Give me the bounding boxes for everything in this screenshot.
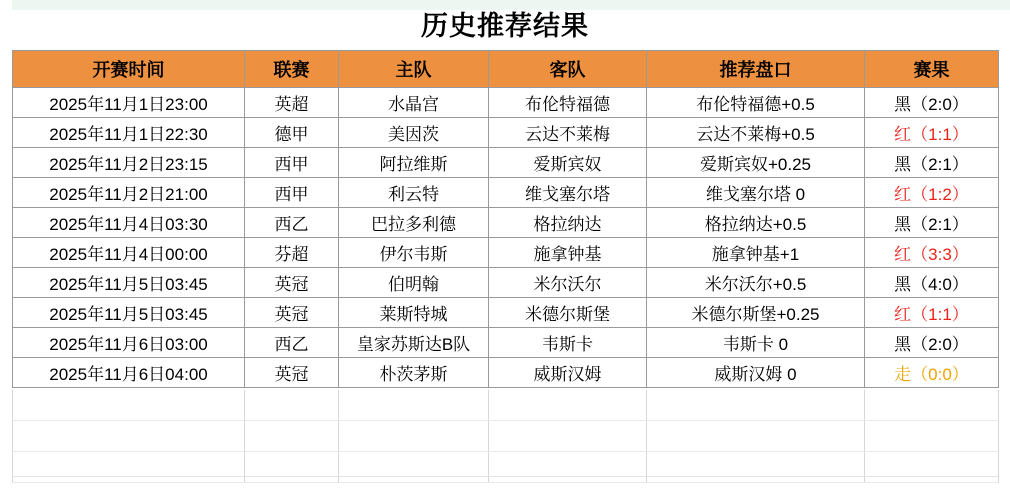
table-header-row (13, 51, 999, 88)
results-table-container (12, 50, 998, 388)
result-score: （2:0） (911, 335, 969, 354)
cell-league: 德甲 (245, 118, 339, 148)
empty-cell[interactable] (245, 390, 339, 421)
cell-kickoff-time: 2025年11月6日03:00 (13, 328, 245, 358)
cell-result (865, 208, 999, 238)
result-label: 黑 (894, 155, 912, 174)
empty-cell[interactable] (245, 452, 339, 483)
cell-away-team: 云达不莱梅 (489, 118, 647, 148)
empty-cell[interactable] (865, 390, 999, 421)
cell-league: 西甲 (245, 178, 339, 208)
cell-league: 西甲 (245, 148, 339, 178)
cell-result (865, 118, 999, 148)
table-row (13, 118, 999, 148)
empty-cell[interactable] (339, 452, 489, 483)
empty-rows-area (12, 390, 998, 476)
cell-home-team: 伯明翰 (339, 268, 489, 298)
result-label: 走 (894, 365, 912, 384)
status-badge (894, 210, 969, 235)
table-row (13, 238, 999, 268)
column-header-away-team: 客队 (489, 51, 647, 88)
empty-cell[interactable] (489, 421, 647, 452)
cell-kickoff-time: 2025年11月2日21:00 (13, 178, 245, 208)
cell-home-team: 皇家苏斯达B队 (339, 328, 489, 358)
empty-cell[interactable] (13, 421, 245, 452)
cell-kickoff-time: 2025年11月5日03:45 (13, 268, 245, 298)
column-header-home-team: 主队 (339, 51, 489, 88)
cell-away-team: 维戈塞尔塔 (489, 178, 647, 208)
cell-home-team: 水晶宫 (339, 88, 489, 118)
status-badge (894, 240, 969, 265)
cell-away-team: 韦斯卡 (489, 328, 647, 358)
empty-cell[interactable] (13, 390, 245, 421)
result-label: 黑 (894, 275, 912, 294)
empty-row (13, 390, 999, 421)
cell-recommended-handicap: 韦斯卡 0 (647, 328, 865, 358)
status-badge (894, 120, 969, 145)
cell-result (865, 178, 999, 208)
column-header-result: 赛果 (865, 51, 999, 88)
cell-kickoff-time: 2025年11月1日23:00 (13, 88, 245, 118)
status-badge (894, 300, 969, 325)
cell-home-team: 利云特 (339, 178, 489, 208)
cell-away-team: 威斯汉姆 (489, 358, 647, 388)
empty-cell[interactable] (865, 452, 999, 483)
empty-cell[interactable] (489, 390, 647, 421)
page-title: 历史推荐结果 (421, 11, 589, 41)
table-row (13, 268, 999, 298)
result-label: 红 (894, 185, 912, 204)
cell-league: 英冠 (245, 268, 339, 298)
status-badge (894, 90, 969, 115)
empty-row (13, 421, 999, 452)
cell-away-team: 米尔沃尔 (489, 268, 647, 298)
result-score: （1:2） (911, 185, 969, 204)
cell-result (865, 358, 999, 388)
cell-result (865, 88, 999, 118)
cell-recommended-handicap: 米德尔斯堡+0.25 (647, 298, 865, 328)
cell-league: 芬超 (245, 238, 339, 268)
cell-result (865, 328, 999, 358)
empty-cell[interactable] (245, 421, 339, 452)
table-row (13, 208, 999, 238)
table-row (13, 358, 999, 388)
cell-home-team: 伊尔韦斯 (339, 238, 489, 268)
status-badge (894, 150, 969, 175)
result-score: （3:3） (911, 245, 969, 264)
empty-cell[interactable] (865, 421, 999, 452)
cell-recommended-handicap: 威斯汉姆 0 (647, 358, 865, 388)
cell-home-team: 朴茨茅斯 (339, 358, 489, 388)
result-label: 红 (894, 125, 912, 144)
cell-league: 西乙 (245, 208, 339, 238)
cell-home-team: 阿拉维斯 (339, 148, 489, 178)
cell-kickoff-time: 2025年11月6日04:00 (13, 358, 245, 388)
status-badge (894, 360, 969, 385)
result-label: 黑 (894, 95, 912, 114)
left-margin-strip (0, 0, 12, 490)
empty-cell[interactable] (13, 452, 245, 483)
result-score: （4:0） (911, 275, 969, 294)
empty-cell[interactable] (647, 421, 865, 452)
cell-away-team: 施拿钟基 (489, 238, 647, 268)
table-row (13, 88, 999, 118)
cell-away-team: 爱斯宾奴 (489, 148, 647, 178)
cell-recommended-handicap: 布伦特福德+0.5 (647, 88, 865, 118)
bottom-divider (12, 476, 998, 477)
empty-cell[interactable] (489, 452, 647, 483)
cell-result (865, 148, 999, 178)
cell-home-team: 巴拉多利德 (339, 208, 489, 238)
cell-home-team: 美因茨 (339, 118, 489, 148)
cell-recommended-handicap: 米尔沃尔+0.5 (647, 268, 865, 298)
cell-result (865, 238, 999, 268)
result-label: 黑 (894, 335, 912, 354)
table-header (13, 51, 999, 88)
empty-cell[interactable] (339, 390, 489, 421)
cell-league: 英冠 (245, 358, 339, 388)
table-row (13, 328, 999, 358)
result-score: （2:1） (911, 215, 969, 234)
cell-away-team: 格拉纳达 (489, 208, 647, 238)
empty-row (13, 452, 999, 483)
cell-league: 西乙 (245, 328, 339, 358)
status-badge (894, 270, 969, 295)
column-header-league: 联赛 (245, 51, 339, 88)
status-badge (894, 180, 969, 205)
result-score: （2:1） (911, 155, 969, 174)
empty-cell[interactable] (647, 390, 865, 421)
cell-result (865, 268, 999, 298)
result-label: 红 (894, 245, 912, 264)
cell-league: 英超 (245, 88, 339, 118)
cell-home-team: 莱斯特城 (339, 298, 489, 328)
cell-away-team: 布伦特福德 (489, 88, 647, 118)
result-score: （2:0） (911, 95, 969, 114)
result-label: 黑 (894, 215, 912, 234)
cell-league: 英冠 (245, 298, 339, 328)
results-table (12, 50, 999, 388)
result-score: （1:1） (911, 305, 969, 324)
result-score: （0:0） (911, 365, 969, 384)
cell-recommended-handicap: 维戈塞尔塔 0 (647, 178, 865, 208)
cell-result (865, 298, 999, 328)
column-header-recommended-handicap: 推荐盘口 (647, 51, 865, 88)
table-body (13, 88, 999, 388)
cell-kickoff-time: 2025年11月4日00:00 (13, 238, 245, 268)
cell-away-team: 米德尔斯堡 (489, 298, 647, 328)
cell-recommended-handicap: 云达不莱梅+0.5 (647, 118, 865, 148)
result-label: 红 (894, 305, 912, 324)
cell-kickoff-time: 2025年11月5日03:45 (13, 298, 245, 328)
empty-cell[interactable] (339, 421, 489, 452)
column-header-kickoff-time: 开赛时间 (13, 51, 245, 88)
cell-recommended-handicap: 施拿钟基+1 (647, 238, 865, 268)
cell-kickoff-time: 2025年11月4日03:30 (13, 208, 245, 238)
cell-kickoff-time: 2025年11月1日22:30 (13, 118, 245, 148)
empty-grid (12, 390, 999, 483)
table-row (13, 148, 999, 178)
result-score: （1:1） (911, 125, 969, 144)
status-badge (894, 330, 969, 355)
cell-kickoff-time: 2025年11月2日23:15 (13, 148, 245, 178)
table-row (13, 178, 999, 208)
table-row (13, 298, 999, 328)
cell-recommended-handicap: 格拉纳达+0.5 (647, 208, 865, 238)
cell-recommended-handicap: 爱斯宾奴+0.25 (647, 148, 865, 178)
empty-cell[interactable] (647, 452, 865, 483)
